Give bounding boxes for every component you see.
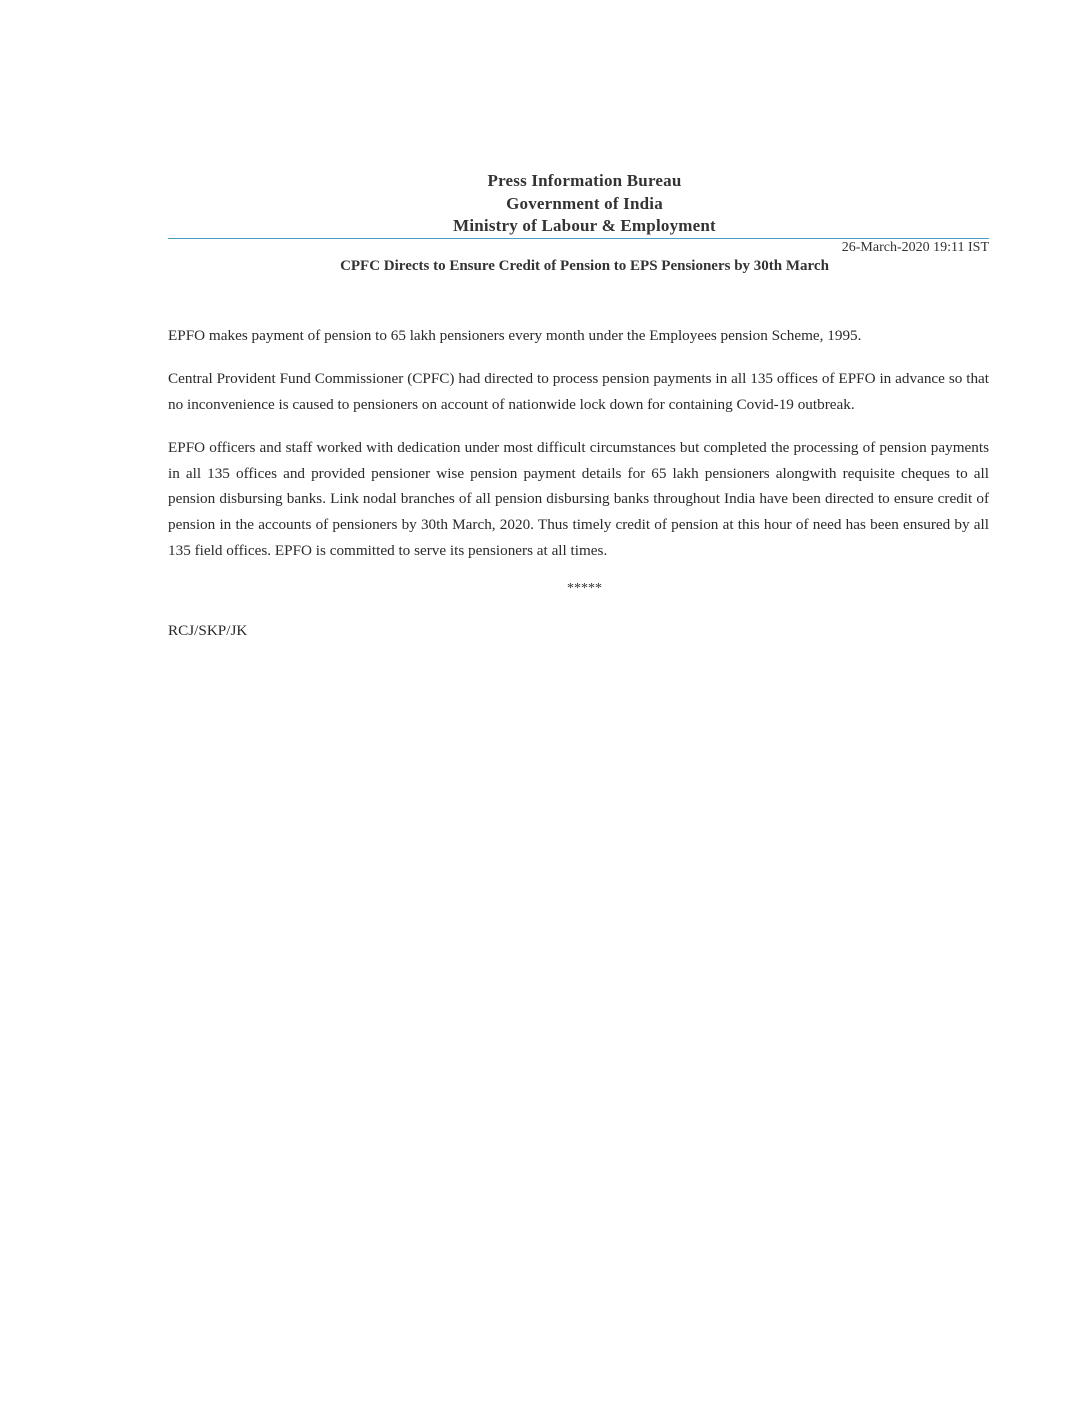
reference-code: RCJ/SKP/JK (168, 622, 248, 640)
release-datetime: 26-March-2020 19:11 IST (841, 239, 989, 255)
government-name: Government of India (506, 193, 663, 213)
release-header (168, 170, 989, 238)
paragraph-2: Central Provident Fund Commissioner (CPFC) had directed to process pension payments in all 135 offices of EPFO in advance so that no inconvenience is caused to pensioners on account of nationwide lock down for containing Covid-19 outbreak. (168, 370, 989, 413)
release-headline: CPFC Directs to Ensure Credit of Pension to EPS Pensioners by 30th March (340, 257, 829, 274)
paragraph-3: EPFO officers and staff worked with dedication under most difficult circumstances but completed the processing of pension payments in all 135 offices and provided pensioner wise pension payment details for 65 lakh pensioners alongwith requisite cheques to all pension disbursing banks. Link nodal branches of all pension disbursing banks throughout India have been directed to ensure credit of pension in the accounts of pensioners by 30th March, 2020. Thus timely credit of pension at this hour of need has been ensured by all 135 field offices. EPFO is committed to serve its pensioners at all times. (168, 439, 989, 559)
press-release (168, 170, 989, 640)
release-body (168, 323, 989, 564)
org-name: Press Information Bureau (487, 171, 682, 190)
ministry-name: Ministry of Labour & Employment (453, 216, 716, 235)
paragraph-1: EPFO makes payment of pension to 65 lakh pensioners every month under the Employees pension Scheme, 1995. (168, 326, 862, 344)
section-separator: ***** (567, 581, 602, 597)
